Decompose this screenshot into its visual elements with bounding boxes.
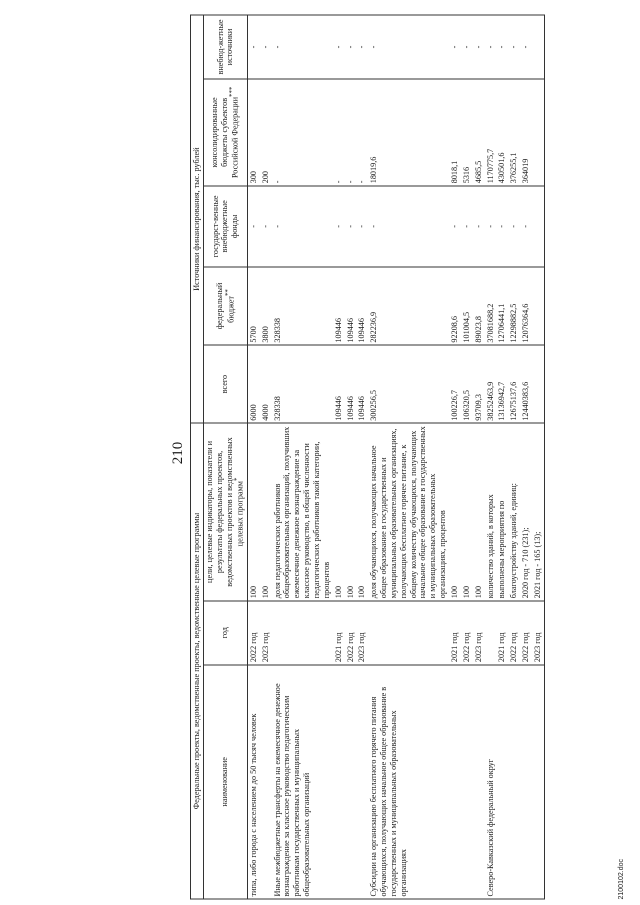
cell-name: [333, 664, 345, 898]
cell-total: 328338: [272, 345, 333, 423]
cell-state-funds: -: [473, 185, 485, 266]
cell-year: [485, 600, 497, 664]
cell-federal: 101004,5: [461, 266, 473, 344]
cell-consolidated: 4685,5: [473, 79, 485, 186]
cell-extrabudget: -: [496, 15, 508, 79]
cell-extrabudget: [532, 15, 544, 79]
cell-indicator: 100: [461, 423, 473, 601]
cell-indicator: 100: [449, 423, 461, 601]
cell-federal: [532, 266, 544, 344]
table-row: [508, 15, 520, 899]
cell-name: [520, 664, 532, 898]
cell-total: 93709,3: [473, 345, 485, 423]
cell-state-funds: -: [496, 185, 508, 266]
header-total: всего: [203, 345, 247, 423]
header-name: наименование: [203, 664, 247, 898]
cell-total: 38252463,9: [485, 345, 497, 423]
cell-federal: 109446: [356, 266, 368, 344]
cell-name: [532, 664, 544, 898]
header-extrabudget: внебюд-жетные источники: [203, 15, 247, 79]
cell-state-funds: -: [272, 185, 333, 266]
cell-federal: 328338: [272, 266, 333, 344]
cell-consolidated: 200: [260, 79, 272, 186]
header-consolidated-mark: ***: [229, 86, 237, 97]
cell-name: [449, 664, 461, 898]
cell-extrabudget: -: [333, 15, 345, 79]
cell-extrabudget: -: [345, 15, 357, 79]
cell-indicator: 100: [345, 423, 357, 601]
header-federal: [203, 266, 247, 344]
cell-consolidated: 8018,1: [449, 79, 461, 186]
cell-extrabudget: -: [356, 15, 368, 79]
cell-consolidated: 376255,1: [508, 79, 520, 186]
cell-name: [356, 664, 368, 898]
header-consolidated-text: консолидированные бюджеты субъектов Российской Федерации: [209, 96, 241, 178]
cell-total: 12675137,6: [508, 345, 520, 423]
cell-consolidated: -: [345, 79, 357, 186]
cell-federal: 89023,8: [473, 266, 485, 344]
cell-extrabudget: -: [272, 15, 333, 79]
cell-federal: 12706441,1: [496, 266, 508, 344]
table-row: [272, 15, 333, 899]
cell-extrabudget: -: [520, 15, 532, 79]
cell-indicator: количество зданий, в которых: [485, 423, 497, 601]
cell-name: Субсидии на организацию бесплатного горячего питания обучающихся, получающих начальное общее образование в государственных и муниципальных образовательных организациях: [368, 664, 449, 898]
cell-state-funds: -: [485, 185, 497, 266]
cell-total: [532, 345, 544, 423]
cell-extrabudget: -: [368, 15, 449, 79]
cell-total: 109446: [345, 345, 357, 423]
cell-extrabudget: -: [247, 15, 259, 79]
table-row: [449, 15, 461, 899]
cell-extrabudget: -: [449, 15, 461, 79]
cell-state-funds: -: [356, 185, 368, 266]
cell-year: 2021 год: [333, 600, 345, 664]
cell-federal: 37081688,2: [485, 266, 497, 344]
cell-state-funds: -: [368, 185, 449, 266]
table-row: [356, 15, 368, 899]
cell-total: 106320,5: [461, 345, 473, 423]
cell-state-funds: -: [508, 185, 520, 266]
cell-indicator: 100: [473, 423, 485, 601]
cell-year: 2023 год: [356, 600, 368, 664]
cell-name: [345, 664, 357, 898]
cell-consolidated: -: [356, 79, 368, 186]
cell-name: Иные межбюджетные трансферты на ежемесячное денежное вознаграждение за классное руководство педагогическим работникам государственных и муниципальных общеобразовательных организаций: [272, 664, 333, 898]
table-row: [247, 15, 259, 899]
cell-extrabudget: -: [485, 15, 497, 79]
cell-consolidated: 300: [247, 79, 259, 186]
cell-extrabudget: -: [461, 15, 473, 79]
cell-total: 300256,5: [368, 345, 449, 423]
cell-total: 12440383,6: [520, 345, 532, 423]
header-group: Федеральные проекты, ведомственные проекты, ведомственные целевые программы: [191, 423, 204, 899]
cell-year: 2022 год: [520, 600, 532, 664]
cell-state-funds: -: [260, 185, 272, 266]
footer-filename: 2100102.doc: [618, 858, 625, 899]
cell-year: [272, 600, 333, 664]
cell-year: 2022 год: [461, 600, 473, 664]
cell-name: [496, 664, 508, 898]
cell-indicator: благоустройству зданий, единиц:: [508, 423, 520, 601]
table-row: [345, 15, 357, 899]
cell-total: 6000: [247, 345, 259, 423]
cell-year: 2022 год: [508, 600, 520, 664]
table-row: [368, 15, 449, 899]
cell-extrabudget: -: [508, 15, 520, 79]
cell-indicator: 2020 год - 710 (231);: [520, 423, 532, 601]
cell-state-funds: -: [247, 185, 259, 266]
table-body: [247, 15, 544, 899]
cell-federal: 109446: [345, 266, 357, 344]
cell-name: [508, 664, 520, 898]
cell-indicator: доля обучающихся, получающих начальное общее образование в государственных и муниципальных образовательных организациях, получающих бесплатное горячее питание, к общему количеству обучающихся, получающих начальное общее образование в государственных и муниципальных образовательных организациях, процентов: [368, 423, 449, 601]
cell-indicator: 100: [247, 423, 259, 601]
cell-consolidated: 364019: [520, 79, 532, 186]
header-state-funds: государст-венные внебюджетные фонды: [203, 185, 247, 266]
cell-state-funds: -: [449, 185, 461, 266]
cell-state-funds: [532, 185, 544, 266]
cell-federal: 12298882,5: [508, 266, 520, 344]
cell-year: 2022 год: [345, 600, 357, 664]
cell-total: 109446: [333, 345, 345, 423]
cell-year: 2022 год: [247, 600, 259, 664]
cell-name: [461, 664, 473, 898]
cell-federal: 5700: [247, 266, 259, 344]
cell-name: Северо-Кавказский федеральный округ: [485, 664, 497, 898]
cell-state-funds: -: [345, 185, 357, 266]
cell-consolidated: 18019,6: [368, 79, 449, 186]
cell-total: 4000: [260, 345, 272, 423]
header-indicators: [203, 423, 247, 601]
table-row: [473, 15, 485, 899]
cell-year: 2023 год: [260, 600, 272, 664]
table-row: [520, 15, 532, 899]
cell-indicator: выполнены мероприятия по: [496, 423, 508, 601]
cell-indicator: доля педагогических работников общеобразовательных организаций, получивших ежемесячное денежное вознаграждение за классное руководство, в общей численности педагогических работников такой категории, процентов: [272, 423, 333, 601]
cell-indicator: 100: [356, 423, 368, 601]
cell-consolidated: 5316: [461, 79, 473, 186]
cell-federal: 3800: [260, 266, 272, 344]
header-consolidated: [203, 79, 247, 186]
cell-federal: 92208,6: [449, 266, 461, 344]
cell-name: [473, 664, 485, 898]
cell-consolidated: -: [272, 79, 333, 186]
header-sources: Источники финансирования, тыс. рублей: [191, 15, 204, 423]
cell-total: 13136942,7: [496, 345, 508, 423]
cell-state-funds: -: [520, 185, 532, 266]
table-row: [260, 15, 272, 899]
cell-year: 2023 год: [532, 600, 544, 664]
cell-federal: 109446: [333, 266, 345, 344]
table-row: [496, 15, 508, 899]
cell-year: [368, 600, 449, 664]
cell-indicator: 100: [260, 423, 272, 601]
header-year: год: [203, 600, 247, 664]
cell-consolidated: [532, 79, 544, 186]
cell-federal: 12076364,6: [520, 266, 532, 344]
cell-state-funds: -: [461, 185, 473, 266]
cell-consolidated: -: [333, 79, 345, 186]
cell-state-funds: -: [333, 185, 345, 266]
cell-year: 2021 год: [449, 600, 461, 664]
cell-indicator: 2021 год - 165 (13);: [532, 423, 544, 601]
header-indicators-text: цели, целевые индикаторы, показатели и результаты федеральных проектов, ведомственных проектов и ведомственных целевых программ: [204, 436, 246, 587]
cell-indicator: 100: [333, 423, 345, 601]
cell-federal: 282236,9: [368, 266, 449, 344]
page-number: 210: [170, 441, 186, 464]
cell-extrabudget: -: [260, 15, 272, 79]
cell-year: 2021 год: [496, 600, 508, 664]
header-federal-text: федеральный бюджет: [214, 282, 236, 329]
cell-total: 100226,7: [449, 345, 461, 423]
table-row: [333, 15, 345, 899]
cell-total: 109446: [356, 345, 368, 423]
cell-year: 2023 год: [473, 600, 485, 664]
table-row: [461, 15, 473, 899]
table-row: [532, 15, 544, 899]
financing-table: [190, 14, 545, 899]
header-indicators-mark: *: [234, 477, 242, 481]
cell-consolidated: 430501,6: [496, 79, 508, 186]
cell-name: [260, 664, 272, 898]
cell-consolidated: 1170775,7: [485, 79, 497, 186]
table-row: [485, 15, 497, 899]
header-federal-mark: **: [224, 288, 232, 296]
cell-name: типа, либо города с населением до 50 тысяч человек: [247, 664, 259, 898]
cell-extrabudget: -: [473, 15, 485, 79]
